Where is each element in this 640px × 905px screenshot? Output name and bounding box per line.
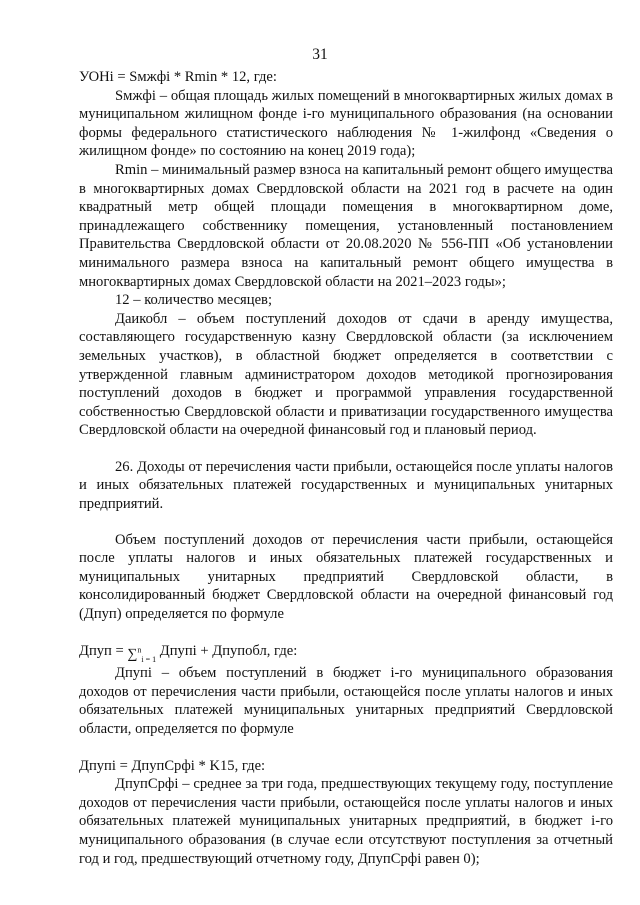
document-body	[79, 68, 613, 868]
formula-dpupi: Дпупi = ДпупСрфi * K15, где:	[79, 757, 266, 774]
spacer	[79, 739, 613, 757]
definition-smzhfi: Sмжфi – общая площадь жилых помещений в многоквартирных жилых домах в муниципальном жилищном фонде i-го муниципального образования (на основании формы федерального статистического наблюдения № 1-жилфонд «Сведения о жилищном фонде» по состоянию на конец 2019 года);	[79, 87, 613, 160]
definition-dpupi: Дпупi – объем поступлений в бюджет i-го муниципального образования доходов от перечисления части прибыли, остающейся после уплаты налогов и иных обязательных платежей муниципальных унитарных предприятий Свердловской области, определяется по формуле	[79, 665, 613, 737]
page-number: 31	[312, 46, 328, 63]
definition-dpupsrfi: ДпупСрфi – среднее за три года, предшествующих текущему году, поступление доходов от перечисления части прибыли, остающейся после уплаты налогов и иных обязательных платежей муниципальных унитарных предприятий, в бюджет i-го муниципального образования (в случае если отсутствуют поступления за отчетный год и год, предшествующий отчетному году, ДпупСрфi равен 0);	[79, 776, 613, 867]
formula-dpup	[79, 642, 613, 665]
summation-symbol	[127, 646, 156, 665]
definition-rmin: Rmin – минимальный размер взноса на капитальный ремонт общего имущества в многоквартирных домах Свердловской области на 2021 год в расчете на один квадратный метр общей площади помещения в многоквартирном доме, принадлежащего собственнику помещения, установленный постановлением Правительства Свердловской области от 20.08.2020 № 556-ПП «Об установлении минимального размера взноса на капитальный ремонт общего имущества в многоквартирных домах Свердловской области на 2021–2023 годы»;	[79, 161, 613, 290]
sum-upper-limit: n	[137, 644, 142, 654]
sum-lower-limit: i = 1	[141, 654, 157, 664]
sum-sign: ∑	[127, 646, 138, 662]
paragraph-volume: Объем поступлений доходов от перечисления части прибыли, остающейся после уплаты налогов и иных обязательных платежей государственных и муниципальных унитарных предприятий Свердловской области, в консолидированный бюджет Свердловской области на очередной финансовый год (Дпуп) определяется по формуле	[79, 531, 613, 623]
formula-yoni: УОНi = Sмжфi * Rmin * 12, где:	[79, 69, 277, 85]
formula-dpup-left: Дпуп =	[79, 642, 124, 659]
spacer	[79, 440, 613, 458]
definition-12: 12 – количество месяцев;	[115, 292, 273, 309]
spacer	[79, 514, 613, 531]
item-26-heading: 26. Доходы от перечисления части прибыли, остающейся после уплаты налогов и иных обязательных платежей государственных и муниципальных унитарных предприятий.	[79, 458, 613, 513]
formula-dpup-right: Дпупi + Дпупобл, где:	[159, 642, 298, 659]
spacer	[79, 624, 613, 642]
definition-daikobl: Даикобл – объем поступлений доходов от сдачи в аренду имущества, составляющего государственную казну Свердловской области (за исключением земельных участков), в областной бюджет определяется в соответствии с утвержденной главным администратором доходов методикой прогнозирования поступлений доходов в бюджет и программой управления государственной собственностью Свердловской области и приватизации государственного имущества Свердловской области на очередной финансовый год и плановый период.	[79, 310, 613, 439]
